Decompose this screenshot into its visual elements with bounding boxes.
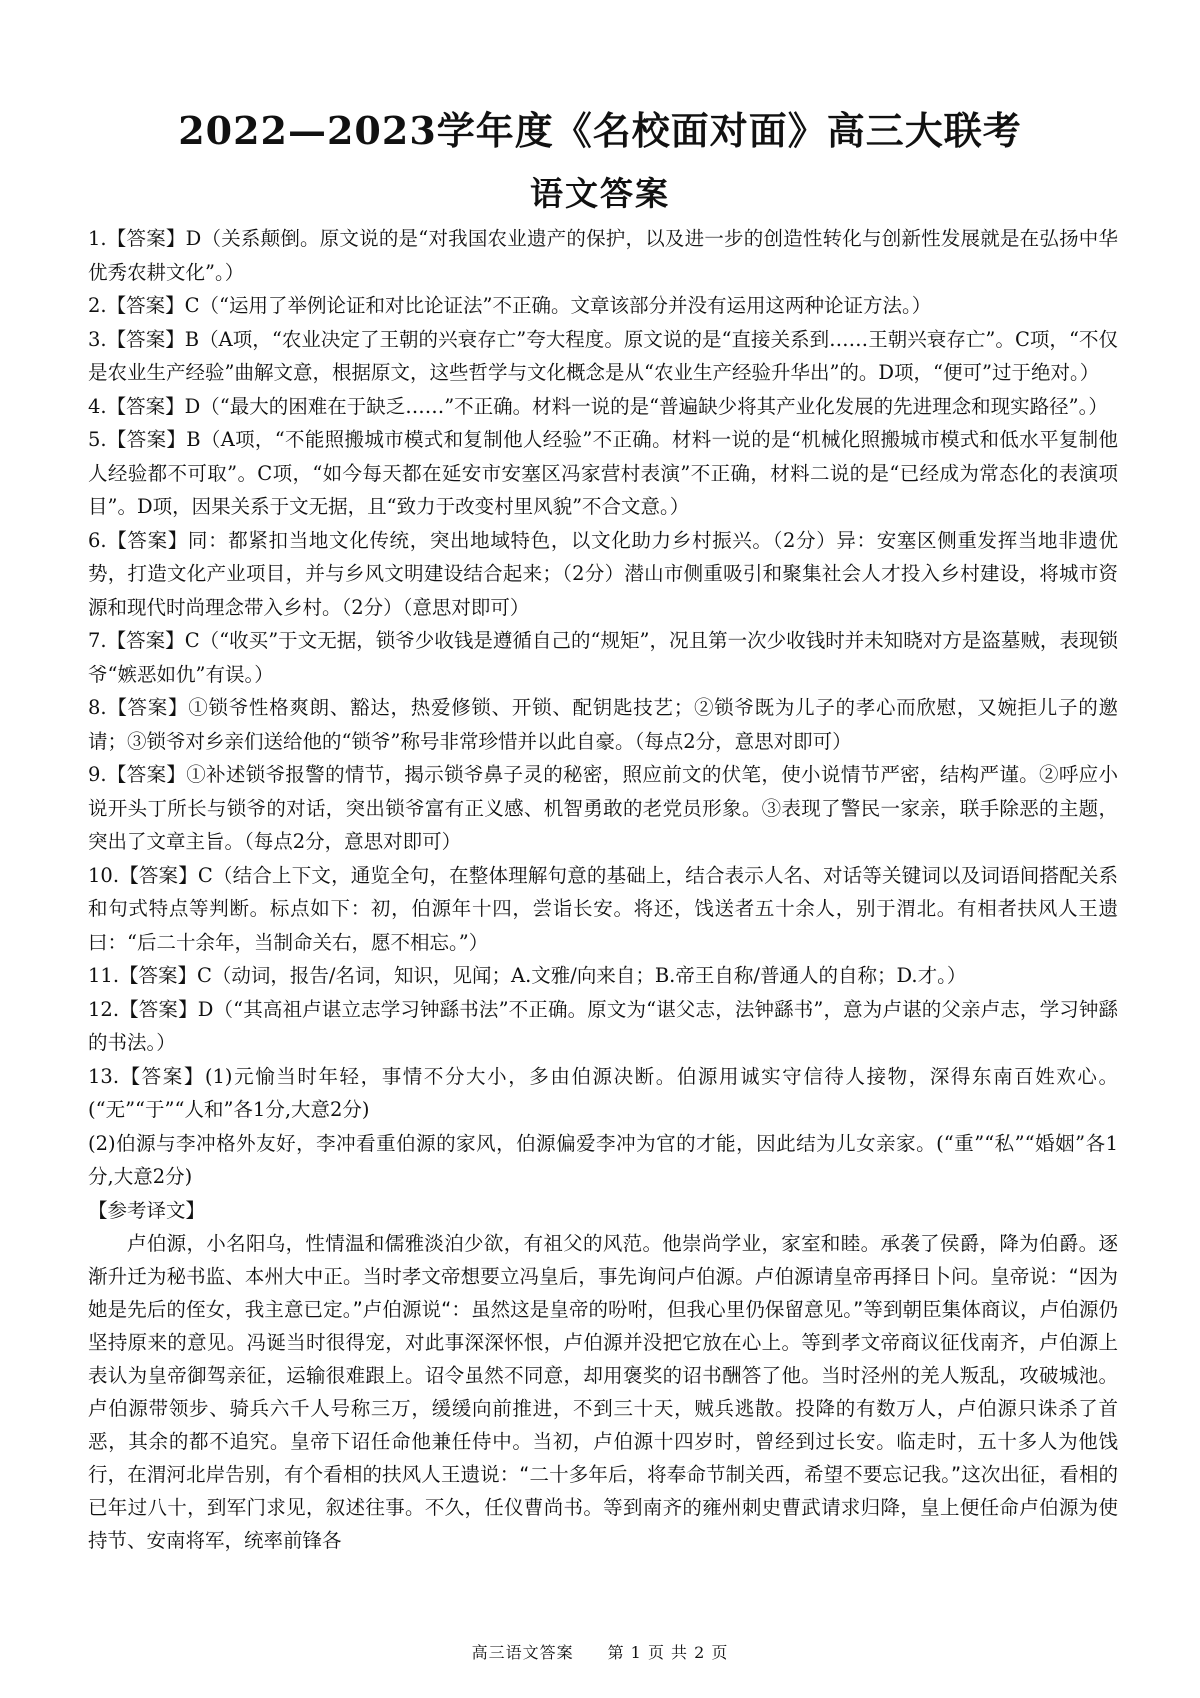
answer-item-1: 1.【答案】D（关系颠倒。原文说的是“对我国农业遗产的保护，以及进一步的创造性转化与创新性发展就是在弘扬中华优秀农耕文化”。） [88, 227, 1118, 284]
answer-item-7: 7.【答案】C（“收买”于文无据，锁爷少收钱是遵循自己的“规矩”，况且第一次少收钱时并未知晓对方是盗墓贼，表现锁爷“嫉恶如仇”有误。） [88, 629, 1118, 686]
answer-item-8: 8.【答案】①锁爷性格爽朗、豁达，热爱修锁、开锁、配钥匙技艺；②锁爷既为儿子的孝心而欣慰，又婉拒儿子的邀请；③锁爷对乡亲们送给他的“锁爷”称号非常珍惜并以此自豪。（每点2分，意思对即可） [88, 696, 1118, 753]
answer-item-2: 2.【答案】C（“运用了举例论证和对比论证法”不正确。文章该部分并没有运用这两种论证方法。） [88, 294, 932, 317]
answer-item-10: 10.【答案】C（结合上下文，通览全句，在整体理解句意的基础上，结合表示人名、对话等关键词以及词语间搭配关系和句式特点等判断。标点如下：初，伯源年十四，尝诣长安。将还，饯送者五十余人，别于渭北。有相者扶风人王遗曰：“后二十余年，当制命关右，愿不相忘。”） [88, 863, 1118, 954]
page-footer: 高三语文答案 第 1 页 共 2 页 [471, 1643, 729, 1662]
document-title: 2022—2023学年度《名校面对面》高三大联考 [178, 108, 1022, 153]
answer-content [88, 222, 1118, 1577]
answer-item-3: 3.【答案】B（A项，“农业决定了王朝的兴衰存亡”夸大程度。原文说的是“直接关系到……王朝兴衰存亡”。C项，“不仅是农业生产经验”曲解文意，根据原文，这些哲学与文化概念是从“农业生产经验升华出”的。D项，“便可”过于绝对。） [88, 327, 1118, 384]
answer-item-11: 11.【答案】C（动词，报告/名词，知识，见闻；A.文雅/向来自；B.帝王自称/普通人的自称；D.才。） [88, 964, 967, 987]
document-subtitle: 语文答案 [530, 174, 670, 213]
answer-item-6: 6.【答案】同：都紧扣当地文化传统，突出地域特色，以文化助力乡村振兴。（2分）异：安塞区侧重发挥当地非遗优势，打造文化产业项目，并与乡风文明建设结合起来；（2分）潜山市侧重吸引和聚集社会人才投入乡村建设，将城市资源和现代时尚理念带入乡村。（2分）（意思对即可） [88, 528, 1118, 619]
answer-item-4: 4.【答案】D（“最大的困难在于缺乏……”不正确。材料一说的是“普遍缺少将其产业化发展的先进理念和现实路径”。） [88, 394, 1108, 418]
answer-item-13: 13.【答案】(1)元愉当时年轻，事情不分大小，多由伯源决断。伯源用诚实守信待人接物，深得东南百姓欢心。(“无”“于”“人和”各1分,大意2分) [88, 1064, 1118, 1121]
answer-item-13-part-2: (2)伯源与李冲格外友好，李冲看重伯源的家风，伯源偏爱李冲为官的才能，因此结为儿女亲家。(“重”“私”“婚姻”各1分,大意2分) [88, 1131, 1118, 1188]
reference-translation-text: 卢伯源，小名阳乌，性情温和儒雅淡泊少欲，有祖父的风范。他崇尚学业，家室和睦。承袭了侯爵，降为伯爵。逐渐升迁为秘书监、本州大中正。当时孝文帝想要立冯皇后，事先询问卢伯源。卢伯源请皇帝再择日卜问。皇帝说：“因为她是先后的侄女，我主意已定。”卢伯源说“：虽然这是皇帝的吩咐，但我心里仍保留意见。”等到朝臣集体商议，卢伯源仍坚持原来的意见。冯诞当时很得宠，对此事深深怀恨，卢伯源并没把它放在心上。等到孝文帝商议征伐南齐，卢伯源上表认为皇帝御驾亲征，运输很难跟上。诏令虽然不同意，却用褒奖的诏书酬答了他。当时泾州的羌人叛乱，攻破城池。卢伯源带领步、骑兵六千人号称三万，缓缓向前推进，不到三十天，贼兵逃散。投降的有数万人，卢伯源只诛杀了首恶，其余的都不追究。皇帝下诏任命他兼任侍中。当初，卢伯源十四岁时，曾经到过长安。临走时，五十多人为他饯行，在渭河北岸告别，有个看相的扶风人王遗说：“二十多年后，将奉命节制关西，希望不要忘记我。”这次出征，看相的已年过八十，到军门求见，叙述往事。不久，任仪曹尚书。等到南齐的雍州刺史曹武请求归降，皇上便任命卢伯源为使持节、安南将军，统率前锋各 [88, 1232, 1118, 1552]
answer-item-5: 5.【答案】B（A项，“不能照搬城市模式和复制他人经验”不正确。材料一说的是“机械化照搬城市模式和低水平复制他人经验都不可取”。C项，“如今每天都在延安市安塞区冯家营村表演”不正确，材料二说的是“已经成为常态化的表演项目”。D项，因果关系于文无据，且“致力于改变村里风貌”不合文意。） [88, 428, 1118, 518]
reference-translation-heading: 【参考译文】 [88, 1198, 206, 1222]
answer-item-9: 9.【答案】①补述锁爷报警的情节，揭示锁爷鼻子灵的秘密，照应前文的伏笔，使小说情节严密，结构严谨。②呼应小说开头丁所长与锁爷的对话，突出锁爷富有正义感、机智勇敢的老党员形象。③表现了警民一家亲，联手除恶的主题，突出了文章主旨。（每点2分，意思对即可） [88, 763, 1118, 853]
answer-item-12: 12.【答案】D（“其高祖卢谌立志学习钟繇书法”不正确。原文为“谌父志，法钟繇书”，意为卢谌的父亲卢志，学习钟繇的书法。） [88, 997, 1118, 1054]
